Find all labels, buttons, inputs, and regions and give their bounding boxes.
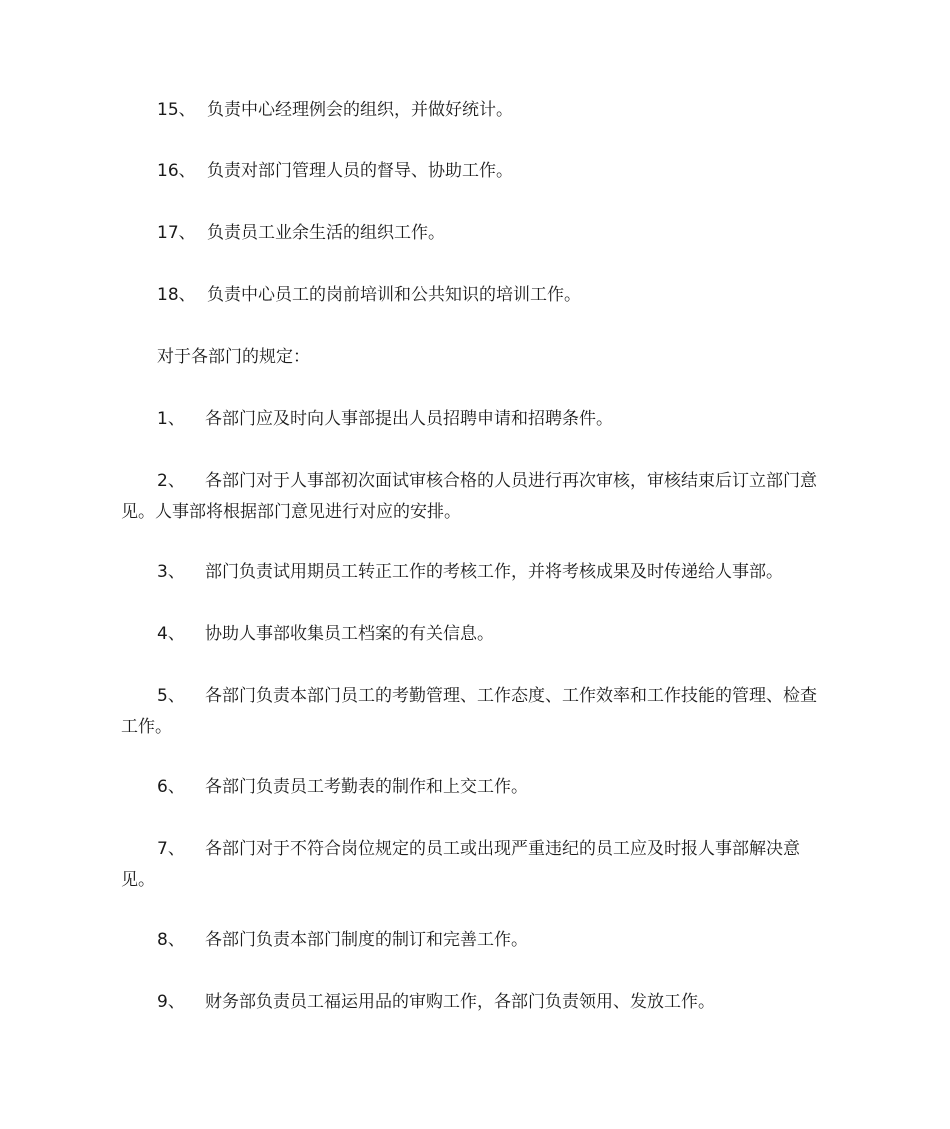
list-item-number: 3、: [157, 562, 185, 582]
list-item-number: 18、: [157, 285, 196, 305]
section-heading: [121, 342, 833, 373]
section-heading-text: 对于各部门的规定：: [157, 347, 310, 367]
list-item-text: 负责中心员工的岗前培训和公共知识的培训工作。: [207, 285, 581, 305]
list-item: [121, 156, 833, 187]
list-item-number: 15、: [157, 100, 196, 120]
list-item: [121, 681, 833, 743]
list-item-text: 各部门负责员工考勤表的制作和上交工作。: [205, 777, 528, 797]
list-item: [121, 95, 833, 126]
list-item: [121, 466, 833, 528]
list-item-number: 4、: [157, 624, 185, 644]
list-item-text: 各部门对于不符合岗位规定的员工或出现严重违纪的员工应及时报人事部解决意见。: [121, 839, 800, 890]
list-item-number: 7、: [157, 839, 185, 859]
list-item-text: 各部门负责本部门制度的制订和完善工作。: [205, 930, 528, 950]
list-item: [121, 404, 833, 435]
list-item-number: 5、: [157, 686, 185, 706]
list-item-text: 各部门负责本部门员工的考勤管理、工作态度、工作效率和工作技能的管理、检查工作。: [121, 686, 817, 737]
list-item-text: 各部门对于人事部初次面试审核合格的人员进行再次审核，审核结束后订立部门意见。人事部将根据部门意见进行对应的安排。: [121, 471, 817, 522]
list-item-text: 负责对部门管理人员的督导、协助工作。: [207, 161, 513, 181]
list-item-number: 2、: [157, 471, 185, 491]
list-item: [121, 925, 833, 956]
list-item-text: 协助人事部收集员工档案的有关信息。: [205, 624, 494, 644]
list-item-number: 9、: [157, 992, 185, 1012]
list-item-text: 负责员工业余生活的组织工作。: [207, 223, 445, 243]
list-item-text: 财务部负责员工福运用品的审购工作，各部门负责领用、发放工作。: [205, 992, 715, 1012]
list-item-text: 各部门应及时向人事部提出人员招聘申请和招聘条件。: [205, 409, 613, 429]
list-item: [121, 218, 833, 249]
list-item: [121, 834, 833, 896]
list-item: [121, 772, 833, 803]
list-item: [121, 619, 833, 650]
list-item-text: 部门负责试用期员工转正工作的考核工作，并将考核成果及时传递给人事部。: [205, 562, 783, 582]
list-item: [121, 557, 833, 588]
list-item-number: 17、: [157, 223, 196, 243]
list-item-number: 1、: [157, 409, 185, 429]
list-item-number: 16、: [157, 161, 196, 181]
list-item: [121, 987, 833, 1018]
list-item: [121, 280, 833, 311]
list-item-text: 负责中心经理例会的组织，并做好统计。: [207, 100, 513, 120]
list-item-number: 8、: [157, 930, 185, 950]
list-item-number: 6、: [157, 777, 185, 797]
